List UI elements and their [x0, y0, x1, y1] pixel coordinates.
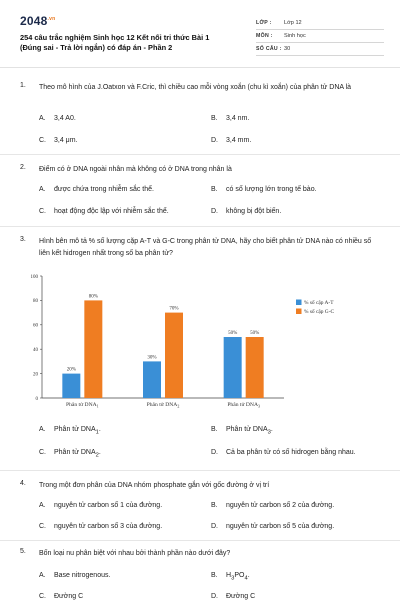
y-tick-label: 20: [33, 372, 38, 378]
question-number: 4.: [20, 480, 26, 487]
bar-value-label: 70%: [169, 306, 179, 312]
meta-key: SỐ CÂU :: [256, 46, 282, 52]
option-b[interactable]: B. Phân tử $DNA_3$.: [211, 426, 273, 436]
option-d[interactable]: D. Đường C: [211, 593, 256, 600]
bar-value-label: 30%: [147, 355, 157, 361]
question-divider: [0, 470, 400, 471]
option-c[interactable]: C. Phân tử $DNA_2$.: [39, 449, 101, 459]
option-b[interactable]: B. có số lượng lớn trong tế bào.: [211, 186, 317, 193]
meta-row-subject: [256, 30, 384, 43]
option-b[interactable]: B. nguyên tử carbon số 2 của đường.: [211, 502, 335, 509]
option-a[interactable]: A. Phân tử $DNA_1$.: [39, 426, 101, 436]
question-text: Hình bên mô tả % số lượng cặp A-T và G-C trong phân tử DNA, hãy cho biết phân tử DNA nào có nhiều số liên kết hidrogen nhất trong số ba phân tử?: [39, 238, 372, 257]
option-c[interactable]: C. hoạt động độc lập với nhiễm sắc thể.: [39, 208, 169, 215]
option-d[interactable]: D. không bị đột biến.: [211, 208, 282, 215]
question-number: 5.: [20, 548, 26, 555]
question-text: Theo mô hình của J.Oatxon và F.Cric, thì chiều cao mỗi vòng xoắn (chu kì xoắn) của phân tử DNA là: [39, 84, 352, 91]
question-4: [20, 480, 382, 540]
option-b[interactable]: B. $H_3PO_4$.: [211, 572, 250, 582]
meta-value: Lớp 12: [284, 20, 302, 26]
legend-label: % số cặp A-T: [304, 300, 334, 306]
option-c[interactable]: C. nguyên tử carbon số 3 của đường.: [39, 523, 163, 530]
question-2: [20, 164, 382, 224]
question-text: Trong một đơn phân của DNA nhóm phosphate gắn với gốc đường ở vị trí: [39, 482, 270, 489]
bar: [246, 337, 264, 398]
question-number: 3.: [20, 236, 26, 243]
x-tick-label: Phân tử $DNA_2$: [146, 402, 180, 409]
bar: [62, 374, 80, 398]
meta-row-count: [256, 43, 384, 56]
option-a[interactable]: A. nguyên tử carbon số 1 của đường.: [39, 502, 163, 509]
document-header: [0, 0, 400, 68]
question-text: Điểm có ở DNA ngoài nhân mà không có ở DNA trong nhân là: [39, 166, 232, 173]
bar-value-label: 50%: [250, 331, 260, 336]
question-number: 2.: [20, 164, 26, 171]
x-tick-label: Phân tử $DNA_3$: [227, 402, 261, 409]
option-a[interactable]: A. được chứa trong nhiễm sắc thể.: [39, 186, 154, 193]
bar-chart: [28, 270, 358, 412]
legend-swatch: [296, 309, 302, 315]
question-divider: [0, 154, 400, 155]
meta-value: Sinh học: [284, 33, 306, 39]
option-c[interactable]: C. 3,4 μm.: [39, 137, 78, 144]
option-a[interactable]: A. 3,4 A0.: [39, 115, 76, 122]
y-tick-label: 40: [33, 348, 38, 353]
meta-row-class: [256, 17, 384, 30]
legend-swatch: [296, 300, 302, 306]
bar-value-label: 20%: [66, 367, 76, 373]
meta-value: 30: [284, 46, 291, 52]
question-number: 1.: [20, 82, 26, 89]
bar: [224, 337, 242, 398]
document-title: 254 câu trắc nghiệm Sinh học 12 Kết nối tri thức Bài 1 (Đúng sai - Trả lời ngắn) có đáp án - Phần 2: [20, 33, 210, 52]
legend-label: % số cặp G-C: [304, 309, 335, 315]
bar: [143, 361, 161, 398]
option-d[interactable]: D. 3,4 mm.: [211, 137, 252, 144]
question-1: [20, 82, 382, 152]
bar-value-label: 50%: [228, 331, 238, 336]
y-tick-label: 60: [33, 323, 38, 329]
option-a[interactable]: A. Base nitrogenous.: [39, 572, 111, 579]
meta-key: LỚP :: [256, 20, 272, 26]
bar: [165, 313, 183, 398]
y-tick-label: 0: [35, 396, 38, 402]
y-tick-label: 100: [30, 274, 38, 280]
site-logo[interactable]: [20, 14, 55, 28]
option-c[interactable]: C. Đường C: [39, 593, 84, 600]
logo-text: 2048: [20, 14, 48, 28]
y-tick-label: 80: [33, 299, 38, 305]
bar-value-label: 80%: [88, 294, 98, 300]
bar: [84, 300, 102, 398]
logo-suffix: .vn: [47, 16, 56, 22]
question-divider: [0, 540, 400, 541]
question-divider: [0, 226, 400, 227]
option-d[interactable]: D. nguyên tử carbon số 5 của đường.: [211, 523, 335, 530]
meta-key: MÔN :: [256, 33, 273, 39]
x-tick-label: Phân tử $DNA_1$: [65, 402, 99, 409]
option-d[interactable]: D. Cả ba phân tử có số hidrogen bằng nhau.: [211, 449, 356, 456]
option-b[interactable]: B. 3,4 nm.: [211, 115, 250, 122]
question-5: [20, 548, 382, 600]
question-text: Bốn loại nu phân biệt với nhau bởi thành phần nào dưới đây?: [39, 550, 231, 557]
